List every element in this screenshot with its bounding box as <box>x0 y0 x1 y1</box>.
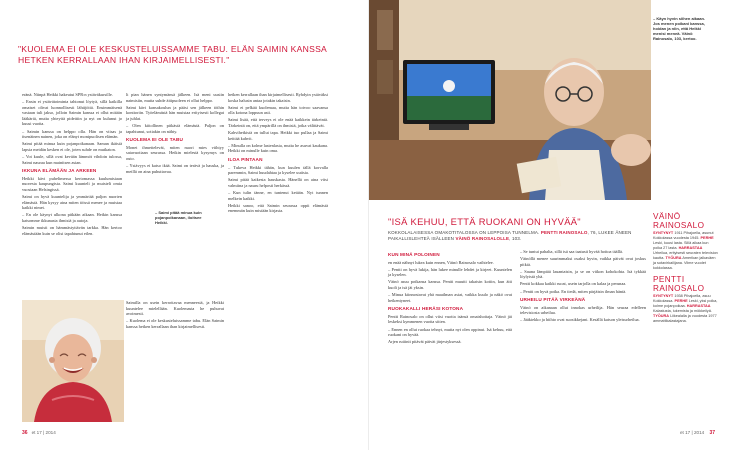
paragraph: Arjen rutiinit pitävät päivät järjestyksessä. <box>388 339 462 345</box>
subhead-name: PENTTI RAINOSALO <box>540 230 588 235</box>
paragraph: – En ole käynyt ulkona pitkään aikaan. Heikin kanssa katsomme ikkunasta ihmisiä ja autoja. <box>22 212 122 223</box>
article-headline: "ISÄ KEHUU, ETTÄ RUOKANI ON HYVÄÄ" <box>388 216 581 227</box>
paragraph: – Ennen en ollut ruokaa tehnyt, mutta nyt olen oppinut. Isä kehuu, että ruokani on hyvää. <box>388 326 512 338</box>
paragraph: – Kun tulin tänne, en tuntenut ketään. Nyt tunnen melkein kaikki. <box>228 189 328 201</box>
article-column-1 <box>22 92 122 238</box>
issue-label: et 17 | 2014 <box>680 430 705 435</box>
fact-label: HARRASTAA <box>678 246 703 251</box>
fact-text: Urheilua, erityisesti seuraten television kautta. <box>653 251 718 260</box>
person-facts-vaino <box>653 212 718 271</box>
paragraph: – Sauna lämpiää lauantaisin, ja se on viikon kohokohta. Isä tykkää löylyistä yhä. <box>520 268 646 280</box>
paragraph: Saimilla on usein kerrottavaa menneestä, ja Heikki kuuntelee mielellään. Kuolemasta he puhuvat avoimesti. <box>126 300 224 317</box>
section-heading: KUOLEMA EI OLE TABU <box>126 137 184 143</box>
paragraph: – Saimin kanssa on helppo olla. Hän on viisas ja itsenäinen nainen, joka on elänyt monipuolisen elämän. <box>22 128 122 140</box>
paragraph: – Pentti on hyvä poika. En tiedä, miten pärjäisin ilman häntä. <box>520 288 627 294</box>
fact-label: SYNTYNYT <box>653 294 674 299</box>
portrait-photo-saimi <box>22 300 124 422</box>
hero-photo-men-watching-tv <box>369 0 651 200</box>
fact-text: Liikealalla ja vuodesta 1977 ammattikalastajana. <box>653 313 717 323</box>
paragraph: Väinöllä menee suurimmaksi osaksi hyvin, vaikka päivät ovat joskus pitkiä. <box>520 256 646 267</box>
section-heading: RUOKAKALLI HERÄSI KOTONA <box>388 306 464 312</box>
paragraph: Saimi on hyvä kuuntelija ja ymmärtää paljon nuorten elämästä. Hän kysyy aina miten töissä menee ja muistaa kaikki nimet. <box>22 194 122 211</box>
article-subhead <box>388 230 646 242</box>
paragraph: hetken kerrallaan ihan kirjaimellisesti. Ryhdyin ystäväksi koska halusin antaa jotakin takaisin. <box>228 92 328 103</box>
paragraph: Saimi pitää kaikesta hauskasta. Hänellä on aina vitsi valmiina ja nauru helposti herkässä. <box>228 177 328 188</box>
article-column-2-bottom <box>126 300 224 331</box>
paragraph: eränä. Niinpä Heikki hakeutui SPR:n ystäväkursille. <box>22 92 113 97</box>
fact-text: Leski, kuusi lasta. Sillä aikaa kun poika 27 lasta. <box>653 241 709 251</box>
page-folio <box>22 430 56 436</box>
paragraph: Kahvihetkistä on tullut tapa. Heikki tuo pullaa ja Saimi keittää kahvit. <box>228 130 328 141</box>
paragraph: Heikki sanoo, että Saimin seurassa oppii elämästä enemmän kuin mistään kirjasta. <box>228 202 328 214</box>
paragraph: – Se tuntui pahalta, sillä isä saa taatusti hyvää hoitoa täällä. <box>520 249 624 254</box>
fact-label: SYNTYNYT <box>653 231 674 236</box>
person-name: VÄINÖ RAINOSALO <box>653 212 705 231</box>
photo-caption: – Saimi pitää minua kuin pojanpoikanaan, iloitsee Heikki. <box>155 210 202 225</box>
fact-label: TYÖURA <box>665 255 682 260</box>
paragraph: Saimi kävi kansakoulun ja pääsi sen jälkeen töihin konttoriin. Työelämästä hän muistaa erityisesti kollegat ja juhlat. <box>126 104 224 121</box>
paragraph: – Pentti on hyvä lukija, hän lukee minulle lehdet ja kirjeet. Kuuntelen ja kyselen. <box>388 266 512 278</box>
paragraph: – Tukeva Heikki tähän, kun kuulen tällä korvalla paremmin, Saimi huudahtaa ja kyselee uutisia. <box>228 164 328 176</box>
paragraph: Saimin muisti on hämmästyttävän tarkka. Hän kertoo elämästään kuin se olisi tapahtunut eilen. <box>22 224 122 236</box>
page-number: 37 <box>709 430 716 436</box>
section-heading: URHEILU PITÄÄ VIRKEÄNÄ <box>520 297 586 303</box>
fact-text: Amerikan jalkaväen ja sotavirkailijana. Viime vuodet kokkolassa. <box>653 255 716 270</box>
page-folio <box>680 430 715 436</box>
subhead-text: , 103. <box>509 235 522 241</box>
paragraph: – Olen kiitollinen pitkästä elämästä. Paljon on tapahtunut, sotiakin on nähty. <box>126 122 224 134</box>
paragraph: Väinö asuu poikansa kanssa. Pentti muutti takaisin kotiin, kun äiti kuoli ja isä jäi yksin. <box>388 279 512 290</box>
portrait-illustration <box>22 300 124 422</box>
paragraph: – Minulla on kolme lastenlasta, mutta he asuvat kaukana. Heikki on minulle kuin oma. <box>228 142 328 154</box>
section-heading: IKKUNA ELÄMÄÄN JA ARKEEN <box>22 168 97 174</box>
paragraph: – Ystävyys ei katso ikää. Saimi on terävä ja hauska, ja meillä on aina puhuttavaa. <box>126 163 224 174</box>
right-article-column-2 <box>520 249 646 325</box>
fact-label: HARRASTAA <box>686 303 711 308</box>
paragraph: en enää nähnyt lukea kuin ennen, Väinö Rainosalo vaihtelee. <box>388 259 494 265</box>
paragraph: Pentti kokkaa kaikki ruoat, usein tarjolla on kalaa ja perunaa. <box>520 281 627 287</box>
paragraph: Heikki kävi puhelimessa kertomassa kuulumisiaan nuoresta kaupungista. Saimi kuunteli ja muisteli omia vuosiaan Helsingissä. <box>22 175 122 192</box>
paragraph: – Jääkiekko ja hiihto ovat suosikkejani. Kesällä katson yleisurheilua. <box>520 317 640 323</box>
fact-label: PERHE <box>700 236 714 241</box>
section-heading: ILOA PINTAAN <box>228 156 263 162</box>
fact-text: 1911 Pihajoella, asunut Kokkolassa vuodesta 1945. <box>653 231 714 241</box>
right-article-column-1 <box>388 249 512 346</box>
page-number: 36 <box>22 430 28 436</box>
person-details <box>653 231 718 270</box>
person-facts-pentti <box>653 275 718 324</box>
paragraph: – Kuolema ei ole keskusteluissamme tabu. Elän Saimin kanssa hetken kerrallaan ihan kirjaimellisesti. <box>126 318 224 329</box>
fact-text: Leski, yksi poika, kolme pojanpoikaa. <box>653 298 718 308</box>
subhead-name: VÄINÖ RAINOSALOLLE <box>455 235 510 241</box>
section-heading: KUN MINÄ POLOINEN <box>388 252 440 257</box>
paragraph: Saimi ei pelkää kuolemaa, mutta hän toivoo saavansa olla kotona loppuun asti. <box>228 104 328 116</box>
person-details <box>653 294 718 323</box>
paragraph: li pian hänen syntymänsä jälkeen. Isä meni uusiin naimisiin, mutta suhde äitipuoleen ei ollut helppo. <box>126 92 224 103</box>
article-column-2 <box>126 92 224 176</box>
paragraph: Saimi pitää minua kuin pojanpoikanaan. Saman ikäisiä lapsia meidän kesken ei ole, joten suhde on mutkaton. <box>22 141 122 152</box>
subhead-text: , 76, LUKEE ÄNEEN PAIKALLISLEHTEÄ ISÄLLEEN <box>388 230 632 241</box>
hero-photo-caption: – Käyn hyvin siihen aikaan. Jos menen poikani kanssa, hoidan ja niin, että Heikki menisi meneä. Väinö Rainosalo, 103, kertoo. <box>653 16 706 41</box>
fact-text: 1938 Pihajoella, asuu Kokkolassa. <box>653 294 711 303</box>
fact-label: TYÖURA <box>653 313 670 318</box>
pull-quote: "KUOLEMA EI OLE KESKUSTELUISSAMME TABU. ELÄN SAIMIN KANSSA HETKEN KERRALLAAN IHAN KIRJAIMELLISESTI." <box>18 44 327 65</box>
paragraph: – Ensin ei ystävätoiminta tahtonut löytyä, sillä kaikilla omaiset olivat luonnollisesti lähtijöitä. Ensimmäisenä vastaan tuli jakso, jolloin Saimin kanssa ei ollut mitään lääkäriä, mutta yhteyttä pidettiin ja nyt on kulunut jo kuusi vuotta. <box>22 99 122 127</box>
fact-text: Kalastusta, lukemista ja mökkeilyä. <box>653 308 712 313</box>
subhead-text: KOKKOLALAISESSA OMAKOTITALOSSA ON LEPPOISA TUNNELMA. <box>388 230 541 235</box>
paragraph: – Minua kiinnostavat yhä maailman asiat, vaikka kuulo ja näkö ovat heikentyneet. <box>388 292 512 303</box>
issue-label: et 17 | 2014 <box>31 430 56 435</box>
fact-sidebar <box>653 212 718 328</box>
article-column-3 <box>228 92 328 215</box>
paragraph: Väinö on aikanaan ollut innokas urheilija. Hän seuraa edelleen televisiosta urheilua. <box>520 304 646 316</box>
paragraph: Monet ihmettelevät, miten nuori mies viihtyy satavuotiaan seurassa. Heikin mielestä kysymys on outo. <box>126 144 224 161</box>
paragraph: Pentti Rainosalo on ollut viisi vuotta isänsä omaishoitaja. Väinö jäi leskeksi kymmenen vuotta sitten. <box>388 313 512 325</box>
paragraph: Saimi lisää, että terveys ei ole enää kaikkein tärkeintä. Tärkeintä on, että ympärillä on ihmisiä, jotka välittävät. <box>228 117 328 128</box>
hero-illustration <box>369 0 651 200</box>
fact-label: PERHE <box>674 298 688 303</box>
person-name: PENTTI RAINOSALO <box>653 274 705 293</box>
paragraph: – Vot kuule, sillä ovat kevään lämmöt vihdoin tulossa, Saimi nauraa kun mainitsen asian. <box>22 153 122 165</box>
